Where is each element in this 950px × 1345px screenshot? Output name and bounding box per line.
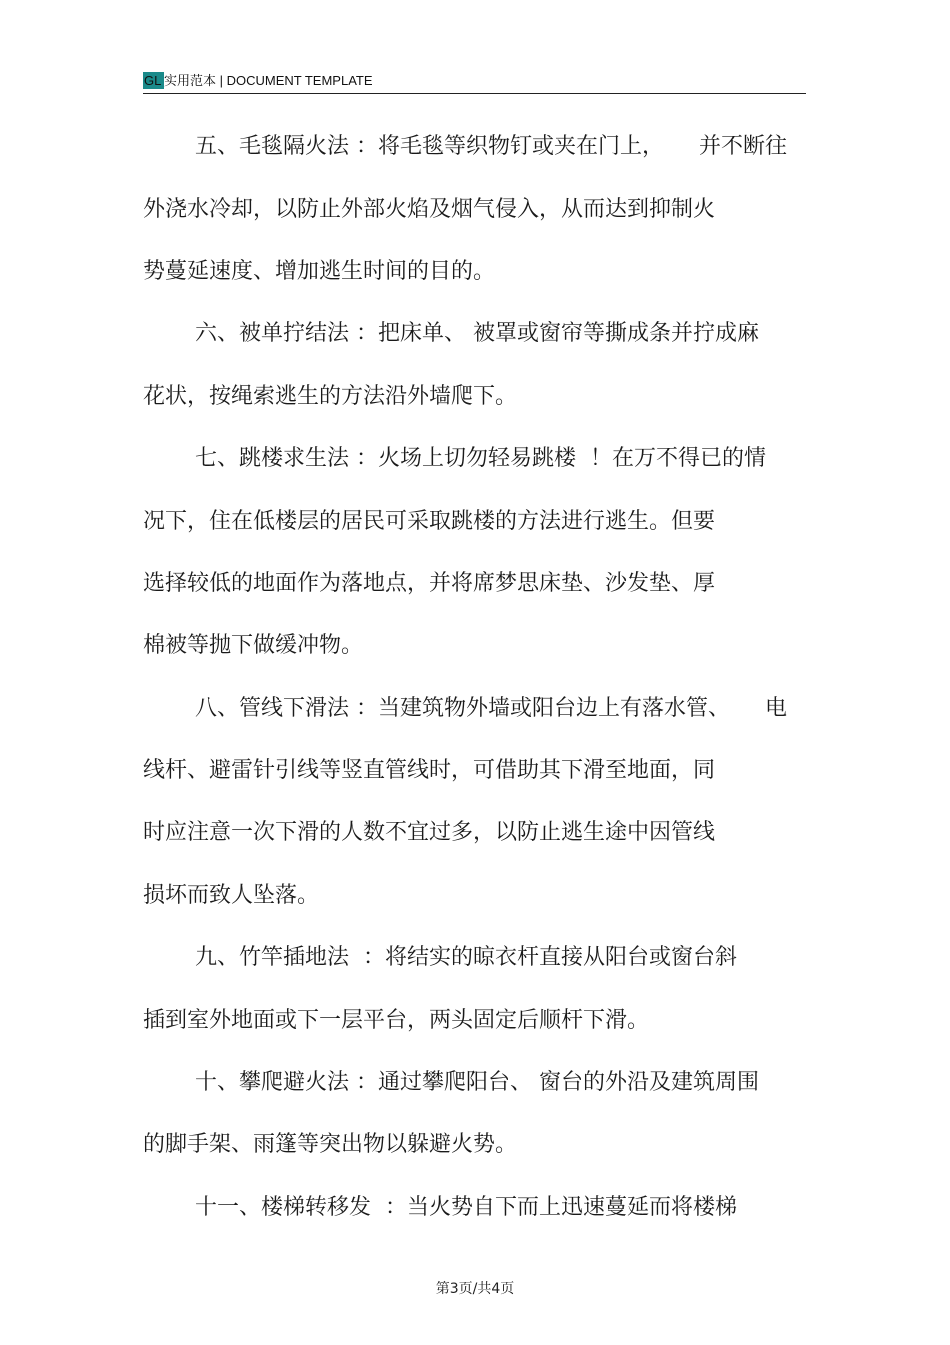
paragraph-line: 外浇水冷却，以防止外部火焰及烟气侵入，从而达到抑制火: [143, 197, 716, 222]
paragraph-line: 势蔓延速度、增加逃生时间的目的。: [143, 259, 496, 284]
paragraph-line: 花状，按绳索逃生的方法沿外墙爬下。: [143, 384, 518, 409]
paragraph-line: 线杆、避雷针引线等竖直管线时，可借助其下滑至地面，同: [143, 758, 716, 783]
document-header: [143, 71, 806, 94]
paragraph-line: 九、竹竿插地法 ：将结实的晾衣杆直接从阳台或窗台斜: [195, 945, 737, 970]
paragraph-line: 五、毛毯隔火法 ：将毛毯等织物钉或夹在门上， 并不断往: [195, 134, 787, 159]
paragraph-line: 棉被等抛下做缓冲物。: [143, 633, 364, 658]
paragraph-line: 十一、楼梯转移发 ：当火势自下而上迅速蔓延而将楼梯: [195, 1195, 737, 1220]
logo-text: GL: [144, 73, 162, 88]
paragraph-line: 八、管线下滑法 ：当建筑物外墙或阳台边上有落水管、 电: [195, 696, 787, 721]
paragraph-line: 的脚手架、雨篷等突出物以躲避火势。: [143, 1132, 518, 1157]
header-title: 实用范本 | DOCUMENT TEMPLATE: [164, 73, 373, 88]
paragraph-line: 况下，住在低楼层的居民可采取跳楼的方法进行逃生。但要: [143, 509, 716, 534]
paragraph-line: 十、攀爬避火法 ：通过攀爬阳台、 窗台的外沿及建筑周围: [195, 1070, 759, 1095]
paragraph-line: 选择较低的地面作为落地点，并将席梦思床垫、沙发垫、厚: [143, 571, 716, 596]
paragraph-line: 七、跳楼求生法 ：火场上切勿轻易跳楼 ！在万不得已的情: [195, 446, 766, 471]
paragraph-line: 插到室外地面或下一层平台，两头固定后顺杆下滑。: [143, 1008, 650, 1033]
paragraph-line: 时应注意一次下滑的人数不宜过多，以防止逃生途中因管线: [143, 820, 716, 845]
paragraph-line: 损坏而致人坠落。: [143, 883, 320, 908]
paragraph-line: 六、被单拧结法 ：把床单、 被罩或窗帘等撕成条并拧成麻: [195, 321, 759, 346]
page-number: 第3页/共4页: [435, 1281, 515, 1297]
